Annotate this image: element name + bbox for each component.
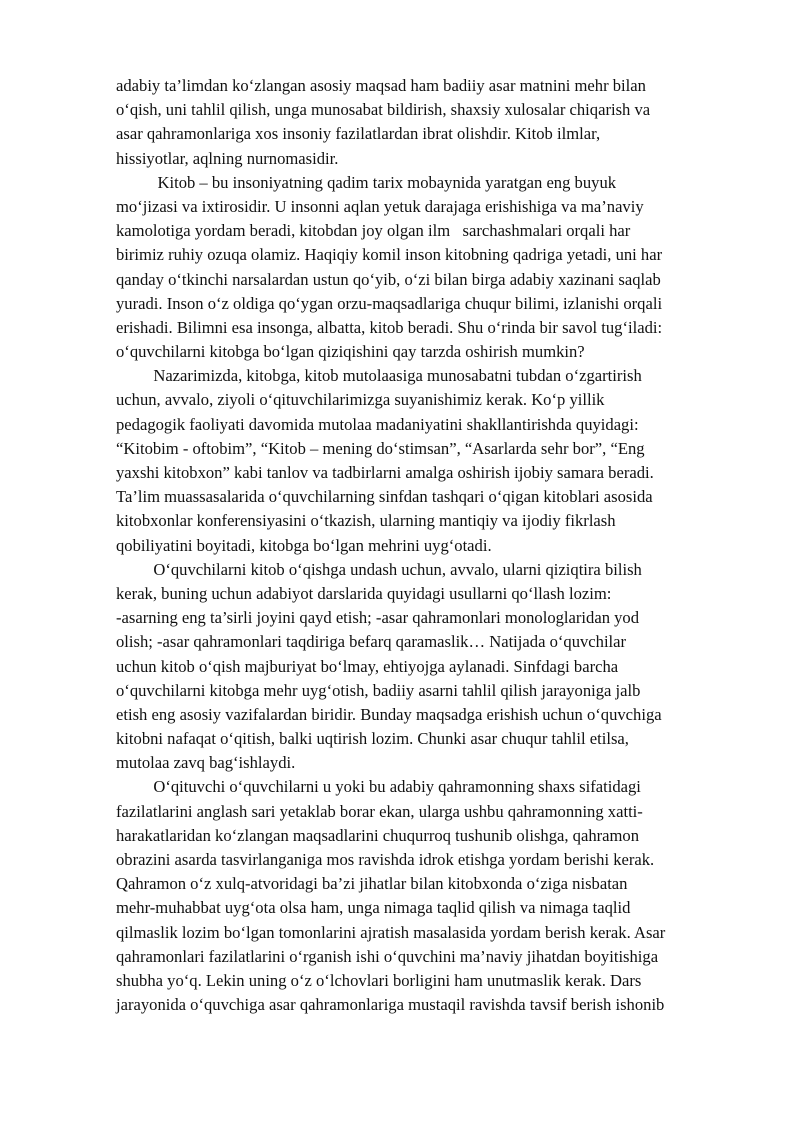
text-line: kerak, buning uchun adabiyot darslarida quyidagi usullarni qo‘llash lozim: [116,583,612,603]
text-line: harakatlaridan ko‘zlangan maqsadlarini chuqurroq tushunib olishga, qahramon [116,825,640,845]
text-line: qanday o‘tkinchi narsalardan ustun qo‘yib, o‘zi bilan birga adabiy xazinani saqlab [116,269,661,289]
text-line: adabiy ta’limdan ko‘zlangan asosiy maqsad ham badiiy asar matnini mehr bilan [116,76,646,95]
text-line: uchun kitob o‘qish majburiyat bo‘lmay, ehtiyojga aylanadi. Sinfdagi barcha [116,656,619,676]
text-line: mo‘jizasi va ixtirosidir. U insonni aqlan yetuk darajaga erishishiga va ma’naviy [116,196,644,216]
text-line: yuradi. Inson o‘z oldiga qo‘ygan orzu-maqsadlariga chuqur bilimi, izlanishi orqali [116,293,663,313]
text-line: Kitob – bu insoniyatning qadim tarix mobaynida yaratgan eng buyuk [116,172,617,192]
text-line: kitobxonlar konferensiyasini o‘tkazish, ularning mantiqiy va ijodiy fikrlash [116,511,616,531]
text-line: O‘quvchilarni kitob o‘qishga undash uchun, avvalo, ularni qiziqtira bilish [116,559,642,579]
text-line: obrazini asarda tasvirlanganiga mos ravishda idrok etishga yordam berishi kerak. [116,850,655,869]
text-line: uchun, avvalo, ziyoli o‘qituvchilarimizga suyanishimiz kerak. Ko‘p yillik [116,390,605,410]
text-line: yaxshi kitobxon” kabi tanlov va tadbirlarni amalga oshirish ijobiy samara beradi. [116,463,654,482]
body-text [116,74,746,1017]
text-line: shubha yo‘q. Lekin uning o‘z o‘lchovlari borligini ham unutmaslik kerak. Dars [116,970,642,990]
text-line: pedagogik faoliyati davomida mutolaa madaniyatini shakllantirishda quyidagi: [116,414,639,434]
text-line: kamolotiga yordam beradi, kitobdan joy olgan ilm sarchashmalari orqali har [116,221,631,241]
text-line: Ta’lim muassasalarida o‘quvchilarning sinfdan tashqari o‘qigan kitoblari asosida [116,487,653,507]
text-line: qilmaslik lozim bo‘lgan tomonlarini ajratish masalasida yordam berish kerak. Asar [116,922,666,942]
text-line: o‘qish, uni tahlil qilish, unga munosabat bildirish, shaxsiy xulosalar chiqarish va [116,100,651,120]
text-line: qobiliyatini boyitadi, kitobga bo‘lgan mehrini uyg‘otadi. [116,535,492,555]
text-line: mehr-muhabbat uyg‘ota olsa ham, unga nimaga taqlid qilish va nimaga taqlid [116,898,631,918]
text-line: birimiz ruhiy ozuqa olamiz. Haqiqiy komil inson kitobning qadriga yetadi, uni har [116,245,663,265]
text-line: o‘quvchilarni kitobga bo‘lgan qiziqishini qay tarzda oshirish mumkin? [116,342,585,362]
text-line: fazilatlarini anglash sari yetaklab borar ekan, ularga ushbu qahramonning xatti- [116,801,643,821]
text-line: mutolaa zavq bag‘ishlaydi. [116,753,296,773]
text-line: “Kitobim - oftobim”, “Kitob – mening do‘stimsan”, “Asarlarda sehr bor”, “Eng [116,438,645,458]
text-line: erishadi. Bilimni esa insonga, albatta, kitob beradi. Shu o‘rinda bir savol tug‘iladi: [116,317,663,337]
text-line: jarayonida o‘quvchiga asar qahramonlariga mustaqil ravishda tavsif berish ishonib [116,995,665,1015]
text-line: asar qahramonlariga xos insoniy fazilatlardan ibrat olishdir. Kitob ilmlar, [116,124,601,144]
text-line: o‘quvchilarni kitobga mehr uyg‘otish, badiiy asarni tahlil qilish jarayoniga jalb [116,680,641,700]
text-line: olish; -asar qahramonlari taqdiriga befarq qaramaslik… Natijada o‘quvchilar [116,632,627,652]
text-line: etish eng asosiy vazifalardan biridir. Bunday maqsadga erishish uchun o‘quvchiga [116,704,662,724]
text-line: -asarning eng ta’sirli joyini qayd etish; -asar qahramonlari monologlaridan yod [116,608,640,628]
text-line: O‘qituvchi o‘quvchilarni u yoki bu adabiy qahramonning shaxs sifatidagi [116,777,641,797]
text-line: qahramonlari fazilatlarini o‘rganish ishi o‘quvchini ma’naviy jihatdan boyitishiga [116,946,659,966]
text-line: Nazarimizda, kitobga, kitob mutolaasiga munosabatni tubdan o‘zgartirish [116,366,642,386]
text-line: Qahramon o‘z xulq-atvoridagi ba’zi jihatlar bilan kitobxonda o‘ziga nisbatan [116,874,628,894]
text-line: hissiyotlar, aqlning nurnomasidir. [116,148,339,168]
text-line: kitobni nafaqat o‘qitish, balki uqtirish lozim. Chunki asar chuqur tahlil etilsa, [116,729,629,749]
